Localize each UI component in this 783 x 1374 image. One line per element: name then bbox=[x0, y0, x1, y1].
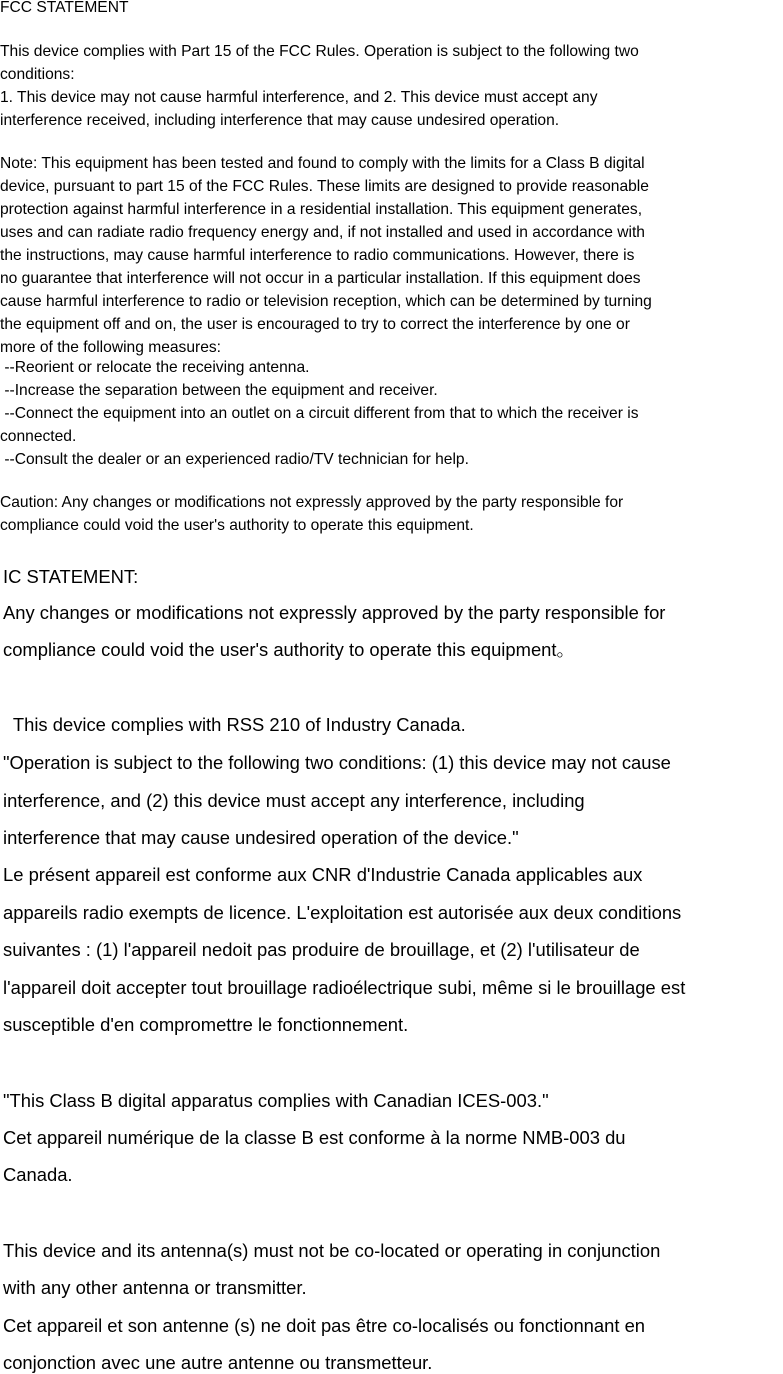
ic-rss-line: This device complies with RSS 210 of Industry Canada. bbox=[3, 714, 466, 735]
ic-ices-line: "This Class B digital apparatus complies with Canadian ICES-003." bbox=[3, 1090, 549, 1111]
fcc-caution-line: compliance could void the user's authority to operate this equipment. bbox=[0, 517, 474, 534]
fcc-compliance-line: interference received, including interference that may cause undesired operation. bbox=[0, 112, 560, 129]
ic-french-rss-line: susceptible d'en compromettre le fonctionnement. bbox=[3, 1014, 409, 1035]
fcc-compliance-line: This device complies with Part 15 of the FCC Rules. Operation is subject to the following two bbox=[0, 43, 639, 60]
fcc-note-line: the equipment off and on, the user is encouraged to try to correct the interference by one or bbox=[0, 316, 630, 333]
fcc-note-line: the instructions, may cause harmful interference to radio communications. However, there is bbox=[0, 247, 635, 264]
fcc-note-line: uses and can radiate radio frequency energy and, if not installed and used in accordance with bbox=[0, 224, 645, 241]
ic-ices-line: Canada. bbox=[3, 1164, 73, 1185]
fcc-compliance-line: 1. This device may not cause harmful interference, and 2. This device must accept any bbox=[0, 89, 598, 106]
fcc-note-line: more of the following measures: bbox=[0, 339, 222, 356]
fcc-compliance-line: conditions: bbox=[0, 66, 75, 83]
fcc-title: FCC STATEMENT bbox=[0, 0, 129, 16]
fcc-note-line: cause harmful interference to radio or television reception, which can be determined by turning bbox=[0, 293, 652, 310]
fcc-measure-item: --Increase the separation between the equipment and receiver. bbox=[0, 382, 438, 399]
fcc-measure-item: --Consult the dealer or an experienced radio/TV technician for help. bbox=[0, 451, 469, 468]
ic-ices-line: Cet appareil numérique de la classe B est conforme à la norme NMB-003 du bbox=[3, 1127, 626, 1148]
ic-french-rss-line: appareils radio exempts de licence. L'exploitation est autorisée aux deux conditions bbox=[3, 902, 682, 923]
fcc-measure-item: connected. bbox=[0, 428, 77, 445]
ic-french-rss-line: Le présent appareil est conforme aux CNR d'Industrie Canada applicables aux bbox=[3, 864, 643, 885]
fcc-note-line: Note: This equipment has been tested and found to comply with the limits for a Class B digital bbox=[0, 155, 645, 172]
ic-changes-line: compliance could void the user's authority to operate this equipment。 bbox=[3, 639, 575, 660]
ic-french-rss-line: l'appareil doit accepter tout brouillage radioélectrique subi, même si le brouillage est bbox=[3, 977, 686, 998]
fcc-note-line: protection against harmful interference in a residential installation. This equipment generates, bbox=[0, 201, 643, 218]
ic-antenna-line: Cet appareil et son antenne (s) ne doit pas être co-localisés ou fonctionnant en bbox=[3, 1315, 646, 1336]
fcc-note-line: no guarantee that interference will not occur in a particular installation. If this equipment does bbox=[0, 270, 641, 287]
ic-rss-line: "Operation is subject to the following two conditions: (1) this device may not cause bbox=[3, 752, 671, 773]
ic-antenna-line: conjonction avec une autre antenne ou transmetteur. bbox=[3, 1352, 433, 1373]
ic-rss-line: interference, and (2) this device must accept any interference, including bbox=[3, 790, 585, 811]
ic-rss-line: interference that may cause undesired operation of the device." bbox=[3, 827, 519, 848]
ic-changes-line: Any changes or modifications not expressly approved by the party responsible for bbox=[3, 602, 666, 623]
ic-antenna-line: with any other antenna or transmitter. bbox=[3, 1277, 307, 1298]
fcc-measure-item: --Connect the equipment into an outlet on a circuit different from that to which the receiver is bbox=[0, 405, 639, 422]
ic-antenna-line: This device and its antenna(s) must not be co-located or operating in conjunction bbox=[3, 1240, 661, 1261]
fcc-note-line: device, pursuant to part 15 of the FCC Rules. These limits are designed to provide reasonable bbox=[0, 178, 649, 195]
fcc-caution-line: Caution: Any changes or modifications not expressly approved by the party responsible for bbox=[0, 494, 624, 511]
fcc-measure-item: --Reorient or relocate the receiving antenna. bbox=[0, 359, 310, 376]
ic-french-rss-line: suivantes : (1) l'appareil nedoit pas produire de brouillage, et (2) l'utilisateur de bbox=[3, 939, 640, 960]
ic-title: IC STATEMENT: bbox=[3, 566, 139, 587]
